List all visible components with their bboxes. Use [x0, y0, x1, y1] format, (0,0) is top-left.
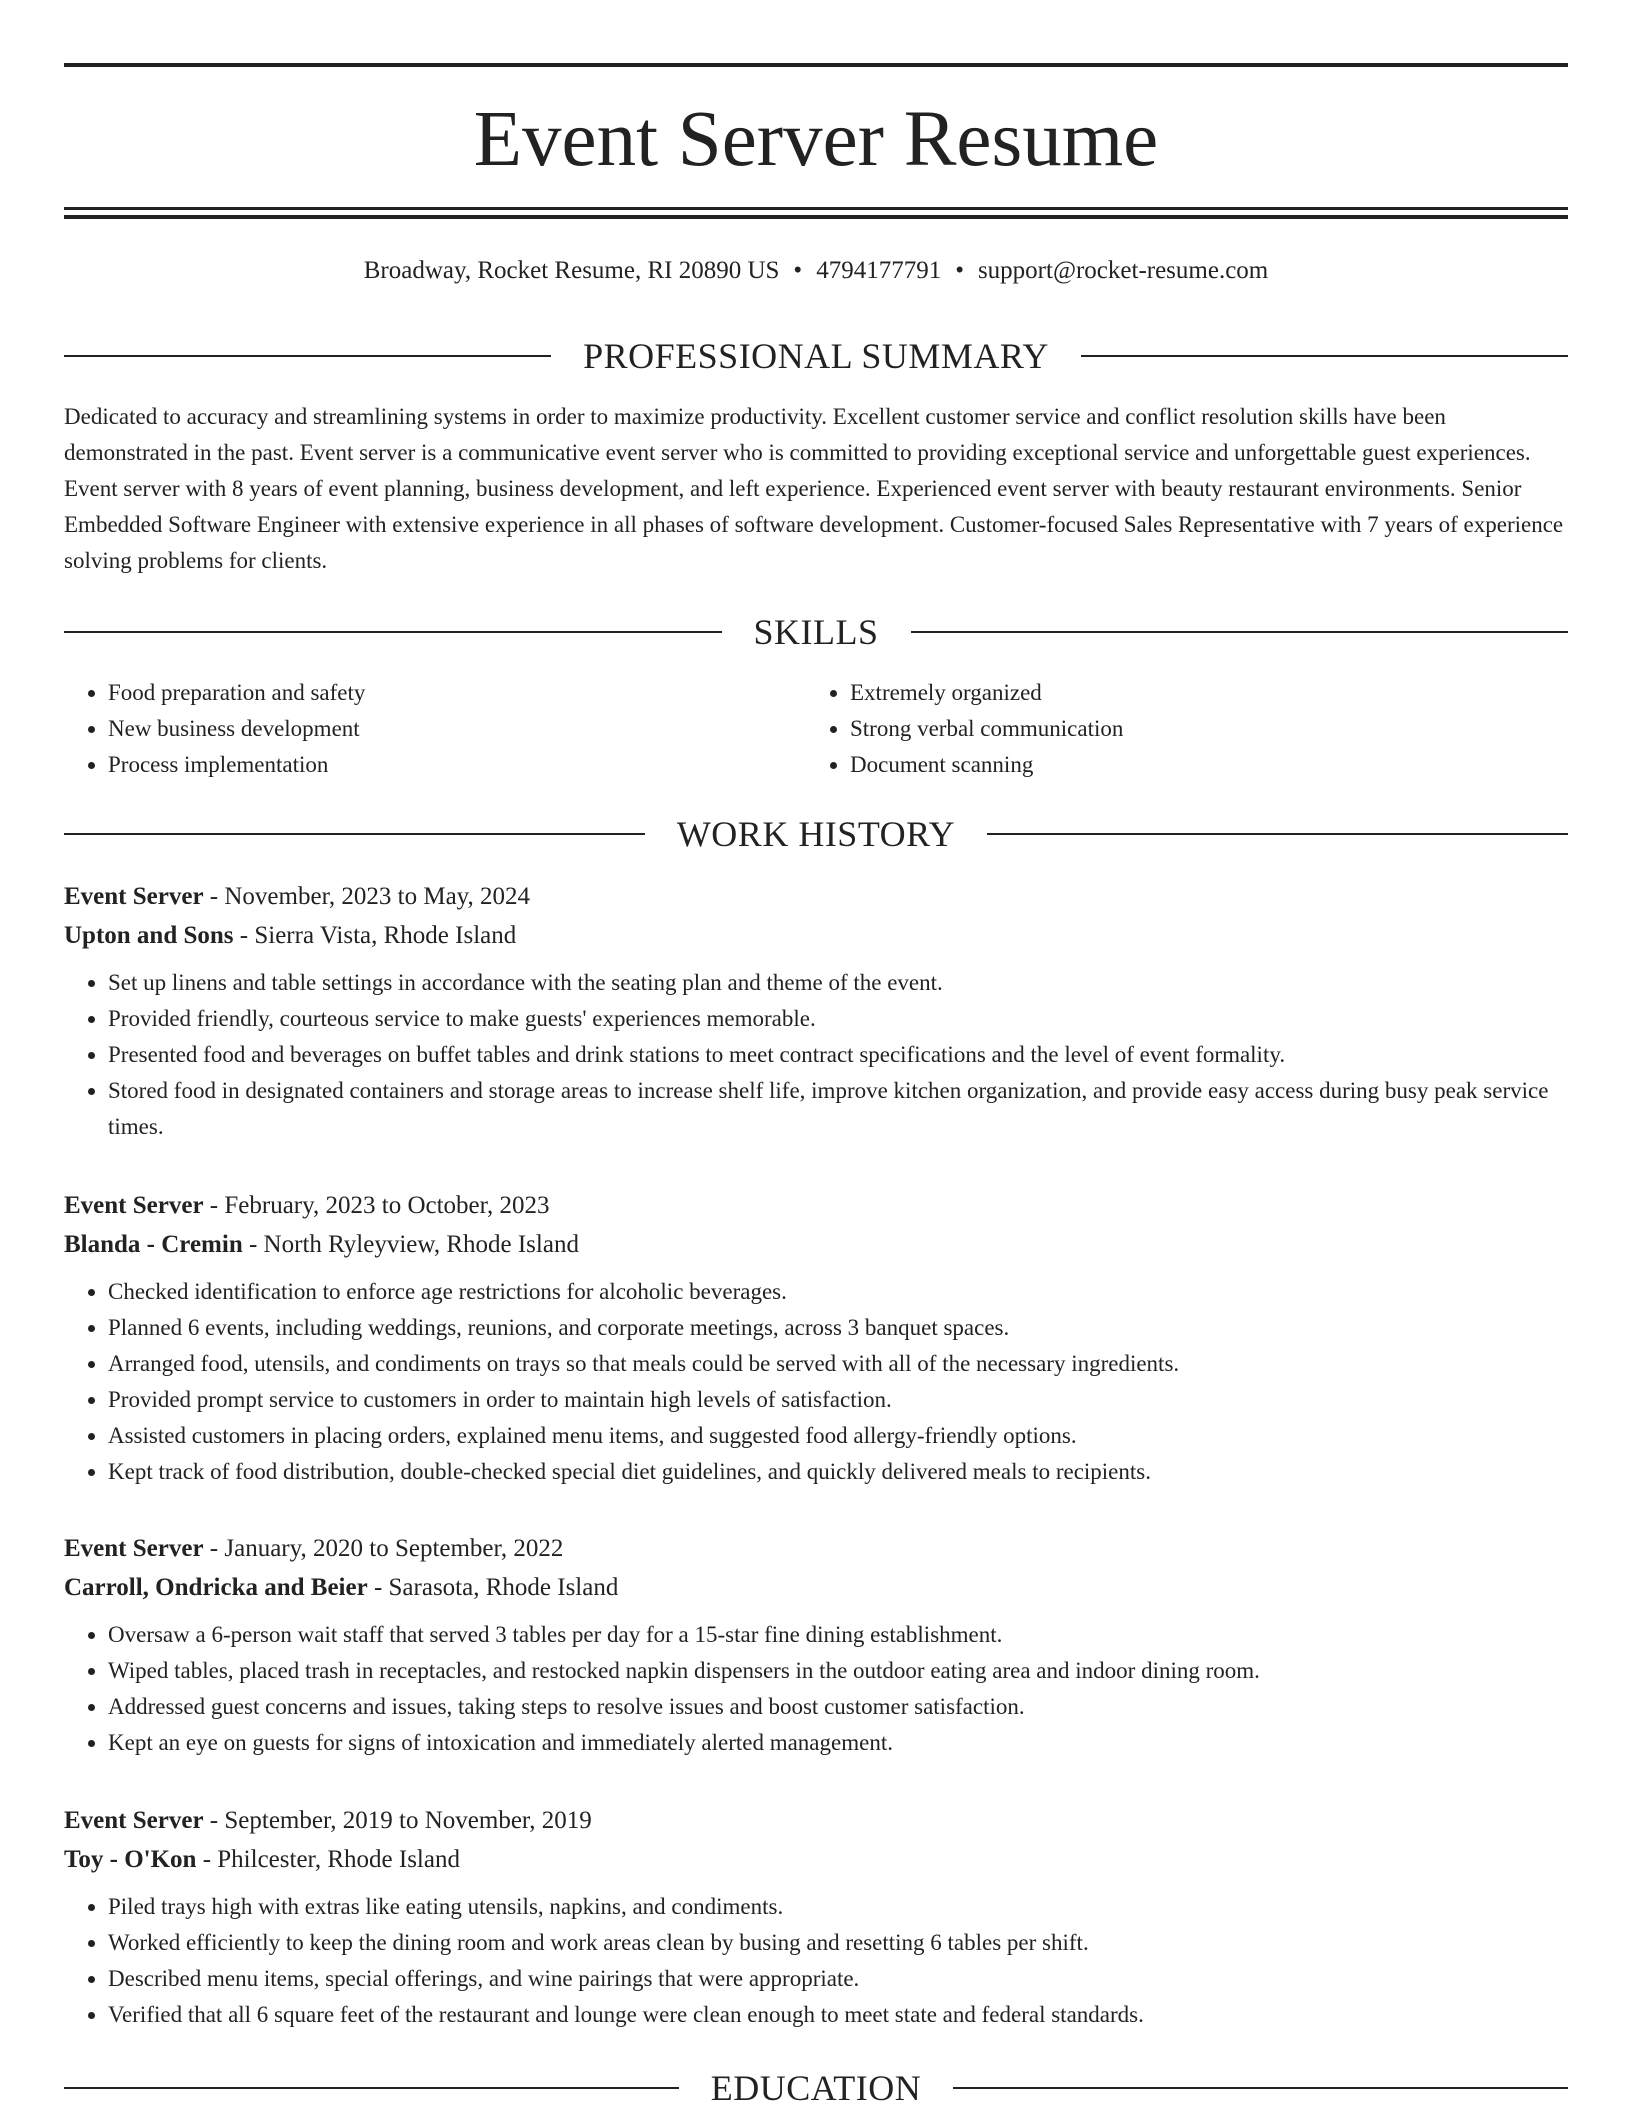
section-heading-skills [64, 610, 1568, 654]
section-title: EDUCATION [710, 2068, 922, 2108]
job-bullet: • Checked identification to enforce age restrictions for alcoholic beverages. [108, 1274, 1568, 1310]
skill-item: • Process implementation [108, 747, 806, 783]
job-bullet: • Stored food in designated containers and storage areas to increase shelf life, improve kitchen organization, and provide easy access during busy peak service times. [108, 1073, 1568, 1145]
top-divider [64, 63, 1568, 67]
contact-address: Broadway, Rocket Resume, RI 20890 US [363, 257, 780, 284]
job-dates: - November, 2023 to May, 2024 [203, 883, 531, 910]
job-bullet: • Piled trays high with extras like eating utensils, napkins, and condiments. [108, 1889, 1568, 1925]
heading-rule [1081, 355, 1568, 357]
section-heading-work [64, 812, 1568, 856]
job-bullet: • Set up linens and table settings in accordance with the seating plan and theme of the event. [108, 965, 1568, 1001]
section-title: SKILLS [753, 612, 879, 652]
contact-separator: • [955, 257, 964, 284]
job-title: Event Server [64, 1535, 204, 1562]
summary-text: Dedicated to accuracy and streamlining systems in order to maximize productivity. Excellent customer service and conflict resolution skills have been demonstrated in the past. Event server is a communicative event server who is committed to providing exceptional service and unforgettable guest experiences. Event server with 8 years of event planning, business development, and left experience. Experienced event server with beauty restaurant environments. Senior Embedded Software Engineer with extensive experience in all phases of software development. Customer-focused Sales Representative with 7 years of experience solving problems for clients. [64, 404, 1564, 573]
job-bullet: • Assisted customers in placing orders, explained menu items, and suggested food allergy-friendly options. [108, 1418, 1568, 1454]
job-bullet: • Presented food and beverages on buffet tables and drink stations to meet contract specifications and the level of event formality. [108, 1037, 1568, 1073]
job-bullets [64, 1617, 1568, 1761]
skill-item: • Strong verbal communication [850, 711, 1548, 747]
skill-item: • Document scanning [850, 747, 1548, 783]
skills-column-left [64, 675, 806, 783]
heading-rule [64, 833, 645, 835]
job-title: Event Server [64, 883, 204, 910]
heading-rule [911, 631, 1569, 633]
job-company: Upton and Sons [64, 922, 234, 949]
job-bullet: • Addressed guest concerns and issues, taking steps to resolve issues and boost customer satisfaction. [108, 1689, 1568, 1725]
job-dates: - January, 2020 to September, 2022 [203, 1535, 564, 1562]
job-title: Event Server [64, 1192, 204, 1219]
job-bullet: • Described menu items, special offerings, and wine pairings that were appropriate. [108, 1961, 1568, 1997]
job-title: Event Server [64, 1807, 204, 1834]
job-bullet: • Wiped tables, placed trash in receptacles, and restocked napkin dispensers in the outdoor eating area and indoor dining room. [108, 1653, 1568, 1689]
skills-list [64, 675, 1568, 783]
section-heading-summary [64, 334, 1568, 378]
heading-rule [64, 355, 551, 357]
section-heading-education [64, 2066, 1568, 2110]
job-company: Blanda - Cremin [64, 1231, 243, 1258]
skill-item: • New business development [108, 711, 806, 747]
skills-column-right [806, 675, 1548, 783]
job-company-row [64, 1568, 1568, 1607]
skill-item: • Extremely organized [850, 675, 1548, 711]
job-bullet: • Provided friendly, courteous service to make guests' experiences memorable. [108, 1001, 1568, 1037]
page-title: Event Server Resume [473, 96, 1159, 183]
job-location: - Sierra Vista, Rhode Island [233, 922, 517, 949]
job-bullets [64, 1274, 1568, 1490]
job-dates: - September, 2019 to November, 2019 [203, 1807, 592, 1834]
job-company-row [64, 1840, 1568, 1879]
contact-email: support@rocket-resume.com [977, 257, 1269, 284]
contact-line [64, 254, 1568, 288]
contact-phone: 4794177791 [816, 257, 942, 284]
job-bullets [64, 1889, 1568, 2033]
job-bullets [64, 965, 1568, 1145]
job-company-row [64, 1225, 1568, 1264]
heading-rule [64, 2087, 679, 2089]
job-bullet: • Oversaw a 6-person wait staff that served 3 tables per day for a 15-star fine dining establishment. [108, 1617, 1568, 1653]
job-company: Carroll, Ondricka and Beier [64, 1574, 368, 1601]
job-location: - Sarasota, Rhode Island [367, 1574, 619, 1601]
job-bullet: • Worked efficiently to keep the dining room and work areas clean by busing and resetting 6 tables per shift. [108, 1925, 1568, 1961]
job-bullet: • Provided prompt service to customers in order to maintain high levels of satisfaction. [108, 1382, 1568, 1418]
job-company-row [64, 916, 1568, 955]
job-bullet: • Planned 6 events, including weddings, reunions, and corporate meetings, across 3 banquet spaces. [108, 1310, 1568, 1346]
job-bullet: • Kept an eye on guests for signs of intoxication and immediately alerted management. [108, 1725, 1568, 1761]
job-bullet: • Arranged food, utensils, and condiments on trays so that meals could be served with all of the necessary ingredients. [108, 1346, 1568, 1382]
job-entry [64, 1801, 1568, 2033]
job-title-row [64, 877, 1568, 916]
section-title: PROFESSIONAL SUMMARY [583, 336, 1049, 376]
job-bullet: • Verified that all 6 square feet of the restaurant and lounge were clean enough to meet state and federal standards. [108, 1997, 1568, 2033]
title-double-divider [64, 207, 1568, 219]
skill-item: • Food preparation and safety [108, 675, 806, 711]
contact-separator: • [793, 257, 803, 284]
job-dates: - February, 2023 to October, 2023 [203, 1192, 550, 1219]
heading-rule [987, 833, 1568, 835]
heading-rule [953, 2087, 1568, 2089]
job-title-row [64, 1186, 1568, 1225]
heading-rule [64, 631, 722, 633]
job-entry [64, 877, 1568, 1145]
job-entry [64, 1529, 1568, 1761]
job-entry [64, 1186, 1568, 1490]
job-company: Toy - O'Kon [64, 1846, 197, 1873]
job-location: - Philcester, Rhode Island [196, 1846, 460, 1873]
job-bullet: • Kept track of food distribution, double-checked special diet guidelines, and quickly delivered meals to recipients. [108, 1454, 1568, 1490]
section-title: WORK HISTORY [676, 814, 956, 854]
job-title-row [64, 1801, 1568, 1840]
job-title-row [64, 1529, 1568, 1568]
job-location: - North Ryleyview, Rhode Island [242, 1231, 579, 1258]
